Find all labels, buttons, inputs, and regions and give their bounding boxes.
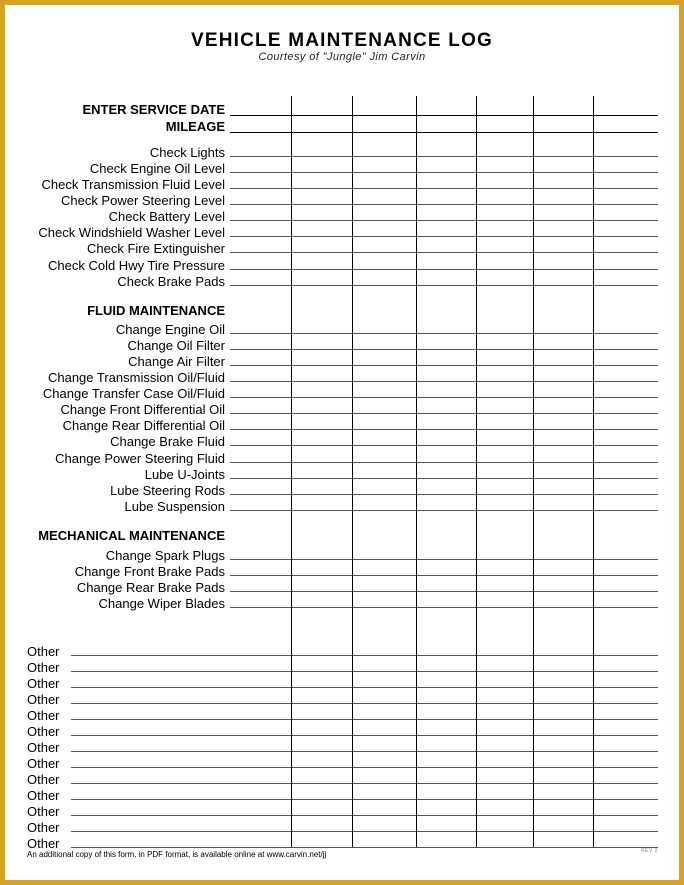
other-label: Other [27, 692, 60, 707]
fluid-section-title: FLUID MAINTENANCE [87, 303, 225, 318]
row-label: Check Battery Level [108, 209, 225, 224]
row-label: Change Front Brake Pads [74, 564, 225, 579]
column-divider [416, 96, 417, 847]
row-label: Lube Suspension [124, 499, 225, 514]
row-label: Check Windshield Washer Level [38, 225, 225, 240]
row-label: Lube U-Joints [144, 467, 225, 482]
row-label: Change Transfer Case Oil/Fluid [42, 386, 225, 401]
row-label: Check Power Steering Level [60, 193, 225, 208]
row-label: Change Power Steering Fluid [55, 451, 225, 466]
service-date-label: ENTER SERVICE DATE [82, 102, 225, 117]
other-line[interactable] [71, 815, 658, 816]
other-label: Other [27, 788, 60, 803]
row-label: Change Spark Plugs [105, 548, 225, 563]
other-line[interactable] [71, 735, 658, 736]
other-line[interactable] [71, 687, 658, 688]
column-divider [533, 96, 534, 847]
other-label: Other [27, 740, 60, 755]
other-line[interactable] [71, 751, 658, 752]
row-label: Check Engine Oil Level [89, 161, 225, 176]
other-line[interactable] [71, 783, 658, 784]
row-label: Change Transmission Oil/Fluid [47, 370, 225, 385]
other-line[interactable] [71, 703, 658, 704]
row-label: Change Wiper Blades [98, 596, 225, 611]
row-label: Change Brake Fluid [110, 434, 225, 449]
row-label: Check Transmission Fluid Level [41, 177, 225, 192]
mechanical-section-title: MECHANICAL MAINTENANCE [38, 528, 225, 543]
row-label: Change Front Differential Oil [60, 402, 225, 417]
page-title: VEHICLE MAINTENANCE LOG [190, 30, 494, 51]
other-label: Other [27, 708, 60, 723]
other-label: Other [27, 724, 60, 739]
other-line[interactable] [71, 799, 658, 800]
footer-note: An additional copy of this form, in PDF format, is available online at www.carvin.net/jj [27, 850, 327, 859]
other-label: Other [27, 676, 60, 691]
row-label: Change Engine Oil [115, 322, 225, 337]
row-label: Check Fire Extinguisher [87, 241, 225, 256]
other-line[interactable] [71, 655, 658, 656]
other-label: Other [27, 772, 60, 787]
column-divider [476, 96, 477, 847]
other-line[interactable] [71, 847, 658, 848]
other-label: Other [27, 644, 60, 659]
other-label: Other [27, 756, 60, 771]
row-label: Lube Steering Rods [110, 483, 225, 498]
mileage-label: MILEAGE [165, 119, 225, 134]
other-label: Other [27, 836, 60, 851]
row-label: Change Rear Brake Pads [76, 580, 225, 595]
other-line[interactable] [71, 671, 658, 672]
other-label: Other [27, 804, 60, 819]
other-label: Other [27, 820, 60, 835]
row-label: Change Air Filter [128, 354, 225, 369]
row-label: Check Cold Hwy Tire Pressure [48, 258, 225, 273]
row-label: Change Oil Filter [127, 338, 225, 353]
other-label: Other [27, 660, 60, 675]
other-line[interactable] [71, 831, 658, 832]
row-label: Change Rear Differential Oil [62, 418, 225, 433]
other-line[interactable] [71, 767, 658, 768]
column-divider [291, 96, 292, 847]
row-label: Check Lights [149, 145, 225, 160]
revision-mark: REV 2 [641, 848, 658, 854]
column-divider [593, 96, 594, 847]
column-divider [352, 96, 353, 847]
other-line[interactable] [71, 719, 658, 720]
row-label: Check Brake Pads [117, 274, 225, 289]
page-subtitle: Courtesy of "Jungle" Jim Carvin [258, 51, 426, 63]
